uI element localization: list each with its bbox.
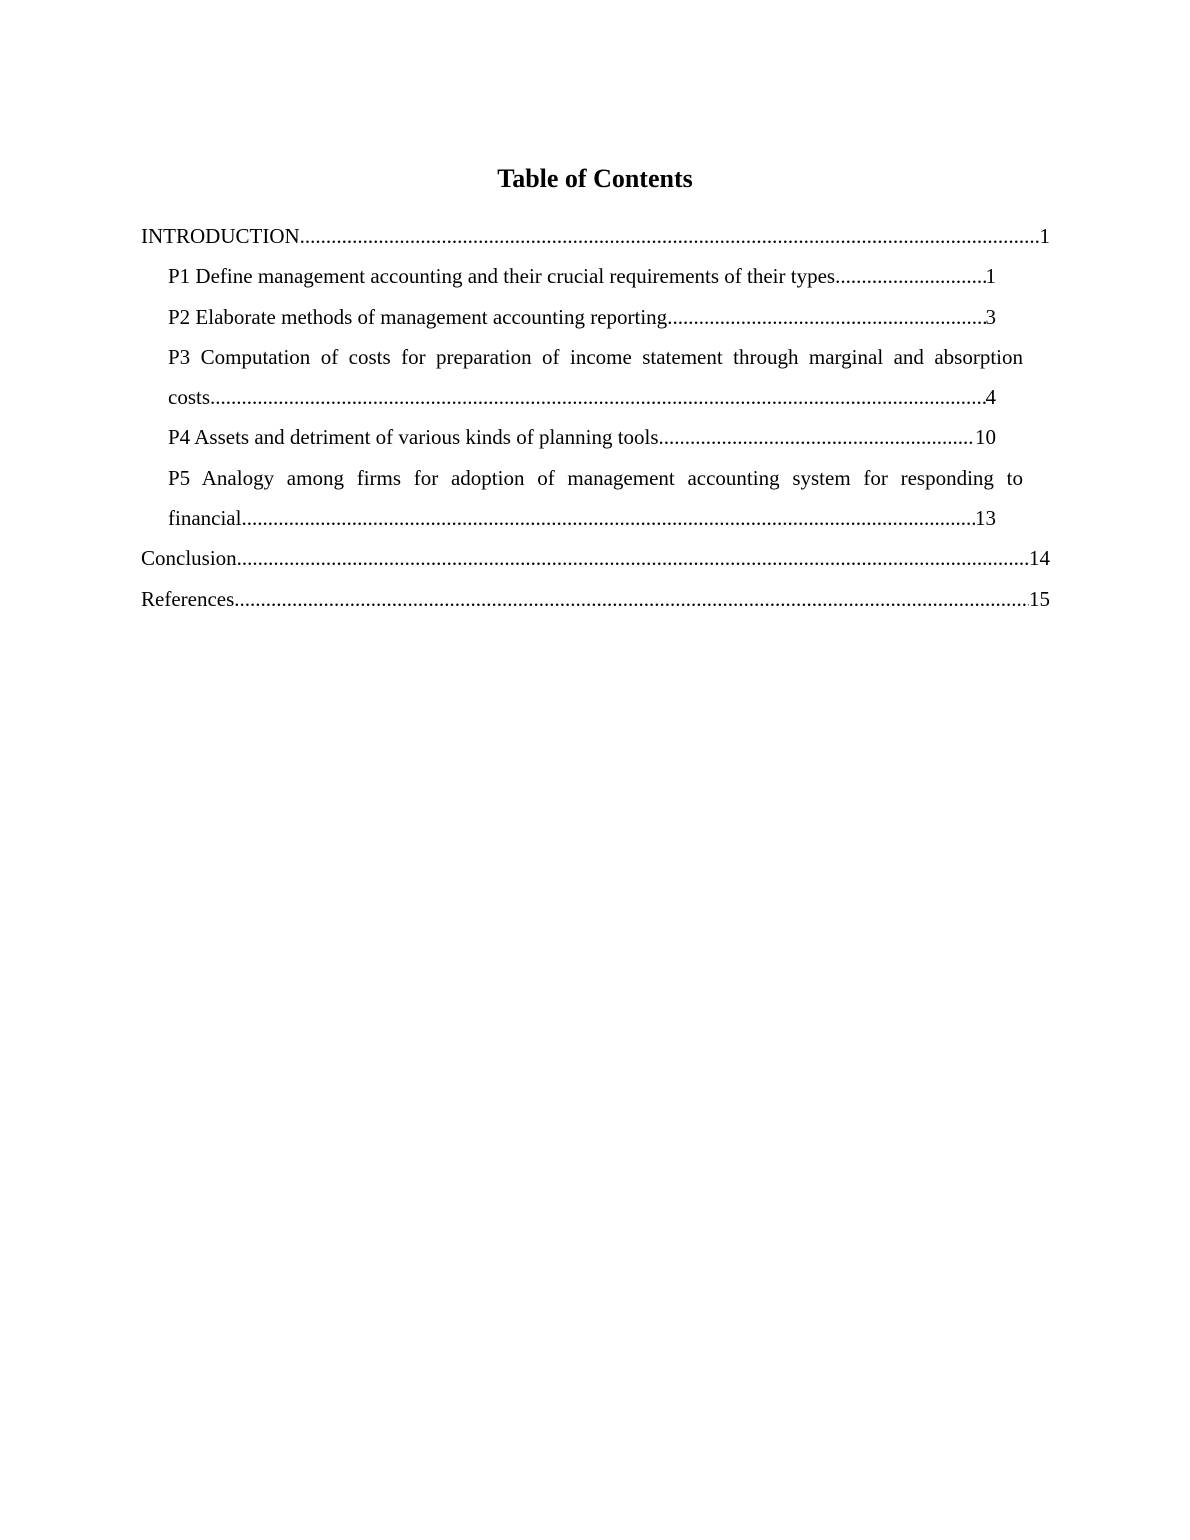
toc-leader-dots (300, 216, 1040, 256)
toc-page-number: 10 (975, 425, 996, 450)
toc-entry-text: INTRODUCTION (141, 224, 300, 248)
toc-entry-text: Conclusion (141, 546, 237, 571)
toc-entry-p5[interactable] (168, 458, 1050, 539)
toc-entry-introduction[interactable] (141, 216, 1050, 256)
toc-entry-p3[interactable] (168, 337, 1050, 418)
toc-entry-p4[interactable] (168, 417, 1050, 457)
toc-leader-dots (237, 538, 1029, 578)
toc-page-number: 1 (985, 264, 996, 289)
toc-entry-text: P4 Assets and detriment of various kinds of planning tools (168, 425, 659, 450)
toc-entry-p2[interactable] (168, 297, 1050, 337)
toc-leader-dots (659, 417, 975, 457)
toc-page-number: 14 (1029, 546, 1050, 571)
toc-title: Table of Contents (497, 164, 693, 193)
toc-page-number: 1 (1039, 224, 1050, 248)
toc-entry-text: P1 Define management accounting and their crucial requirements of their types (168, 264, 836, 289)
toc-entry-conclusion[interactable] (141, 538, 1050, 578)
toc-entry-first-line: P5 Analogy among firms for adoption of management accounting system for responding to (168, 465, 1023, 490)
toc-leader-dots (667, 297, 985, 337)
toc-leader-dots (835, 256, 985, 296)
toc-page-number: 13 (975, 506, 996, 531)
toc-entry-first-line: P3 Computation of costs for preparation of income statement through marginal and absorption (168, 344, 1023, 369)
toc-entry-text: References (141, 586, 235, 611)
toc-entry-text: financial (168, 506, 242, 531)
toc-entry-p1[interactable] (168, 256, 1050, 296)
toc-leader-dots (234, 579, 1029, 619)
toc-page-number: 3 (985, 304, 996, 329)
toc-entry-references[interactable] (141, 579, 1050, 619)
toc-entry-text: costs (168, 385, 210, 410)
toc-leader-dots (210, 377, 986, 417)
toc-page-number: 4 (985, 385, 996, 410)
toc-leader-dots (241, 498, 975, 538)
toc-page-number: 15 (1029, 586, 1050, 611)
table-of-contents (141, 216, 1050, 619)
toc-entry-text: P2 Elaborate methods of management accounting reporting (168, 304, 668, 329)
